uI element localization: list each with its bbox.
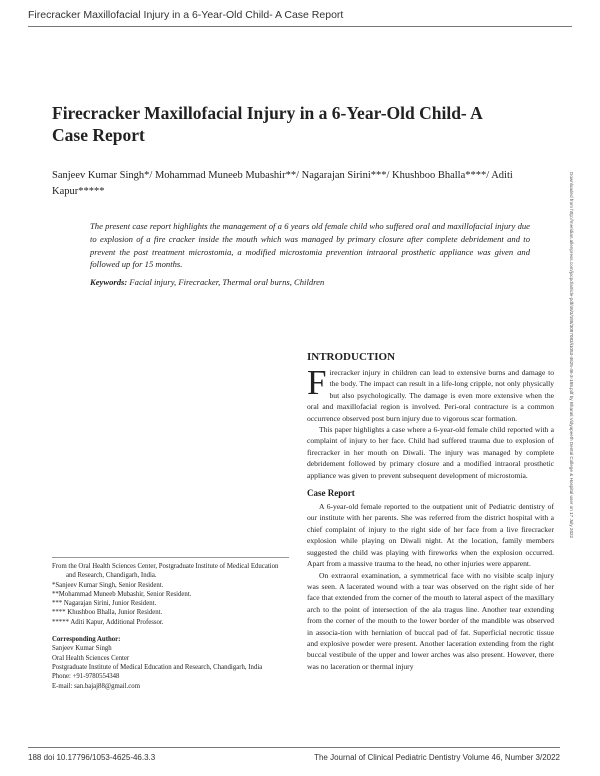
corresponding-email: E-mail: san.bajaj88@gmail.com: [52, 682, 140, 690]
author-role: *** Nagarajan Sirini, Junior Resident.: [52, 600, 157, 608]
footnotes: [52, 557, 289, 691]
intro-paragraph-1: [307, 363, 554, 424]
corresponding-line: Postgraduate Institute of Medical Education and Research, Chandigarh, India: [52, 663, 263, 671]
author-role: **** Khushboo Bhalla, Junior Resident.: [52, 609, 163, 617]
case-paragraph-2: On extraoral examination, a symmetrical face with no visible scalp injury was seen. A lacerated wound with a tear was observed on the right side of her face that extended from the corner of the mouth to lateral aspect of the maxillary arch to the point of intersection of the ala tragus line. Another tear extending from the corner of the mouth to the lower border of the mandible was observed in associa-tion with herniation of buccal pad of fat. Superficial necrotic tissue and explosive powder were present. Another laceration extending from the right buccal vestibule of the upper and lower arches was also present. However, there was no laceration or thermal injury: [307, 570, 554, 671]
intro-heading: INTRODUCTION: [307, 351, 396, 363]
intro-paragraph-2: This paper highlights a case where a 6-year-old female child reported with a complaint of injury to her face. Child had suffered trauma due to explosion of firecracker in her mouth on Diwali. The injury was managed by complete debridement followed by primary closure and a modified intraoral prosthetic appliance was given to prevent subsequent development of microstomia.: [307, 425, 554, 480]
corresponding-line: Phone: +91-9780554348: [52, 673, 120, 681]
keywords: [90, 277, 530, 287]
running-head: Firecracker Maxillofacial Injury in a 6-Year-Old Child- A Case Report: [28, 9, 344, 21]
abstract: The present case report highlights the management of a 6 years old female child who suffered oral and maxillofacial injury due to explosion of a fire cracker inside the mouth which was managed by primary closure after complete debridement and to prevent the post treatment microstomia, a modified microstomia prevention intraoral prosthetic appliance was given and followed up for 15 months.: [90, 221, 530, 270]
case-heading: Case Report: [307, 488, 355, 499]
download-side-note: Downloaded from http://meridian.allenpress.com/jocpd/article-pdf/46/3/188/3087083/i1053-4625-46-3-188.pdf by Bharati Vidyapeeth Dental College & Hospital user on 17 July 2022: [569, 172, 574, 539]
corresponding-line: Sanjeev Kumar Singh: [52, 645, 112, 653]
page-footer: [28, 747, 560, 762]
footer-doi: 188 doi 10.17796/1053-4625-46.3.3: [28, 753, 156, 762]
author-list: Sanjeev Kumar Singh*/ Mohammad Muneeb Mubashir**/ Nagarajan Sirini***/ Khushboo Bhalla****/ Aditi Kapur*****: [52, 170, 513, 197]
dropcap: F: [307, 363, 327, 402]
author-role: *Sanjeev Kumar Singh, Senior Resident.: [52, 581, 164, 589]
author-role: ***** Aditi Kapur, Additional Professor.: [52, 618, 164, 626]
author-role: **Mohammad Muneeb Mubashir, Senior Resident.: [52, 590, 192, 598]
case-paragraph-1: A 6-year-old female reported to the outpatient unit of Pediatric dentistry of our institute with her parents. She was referred from the district hospital with a chief complaint of injury to the right side of her face from a live firecracker explosion while playing on Diwali night. At the location, family members suggested the child was playing with fireworks when the explosion occurred. Apart from a massive trauma to the head, no other injuries were apparent.: [307, 502, 554, 569]
corresponding-line: Oral Health Sciences Center: [52, 654, 130, 662]
corresponding-heading: Corresponding Author:: [52, 636, 121, 644]
article-title: Firecracker Maxillofacial Injury in a 6-Year-Old Child- A Case Report: [52, 103, 482, 145]
footer-journal: The Journal of Clinical Pediatric Dentistry Volume 46, Number 3/2022: [314, 753, 560, 762]
right-column: [307, 350, 554, 672]
intro-p1-text: irecracker injury in children can lead to extensive burns and damage to the body. The impact can result in a life-long cripple, not only physically but also psychologically. The damage is even more extensive when the oral and maxillofacial region is involved. Peri-oral contracture is a common occurrence observed post burn injury due to vigorous scar formation.: [307, 368, 554, 423]
header-rule: [28, 26, 572, 27]
keywords-label: Keywords:: [90, 277, 128, 287]
keywords-text: Facial injury, Firecracker, Thermal oral burns, Children: [129, 277, 325, 287]
affiliation-note: From the Oral Health Sciences Center, Postgraduate Institute of Medical Education and Research, Chandigarh, India.: [52, 563, 279, 580]
